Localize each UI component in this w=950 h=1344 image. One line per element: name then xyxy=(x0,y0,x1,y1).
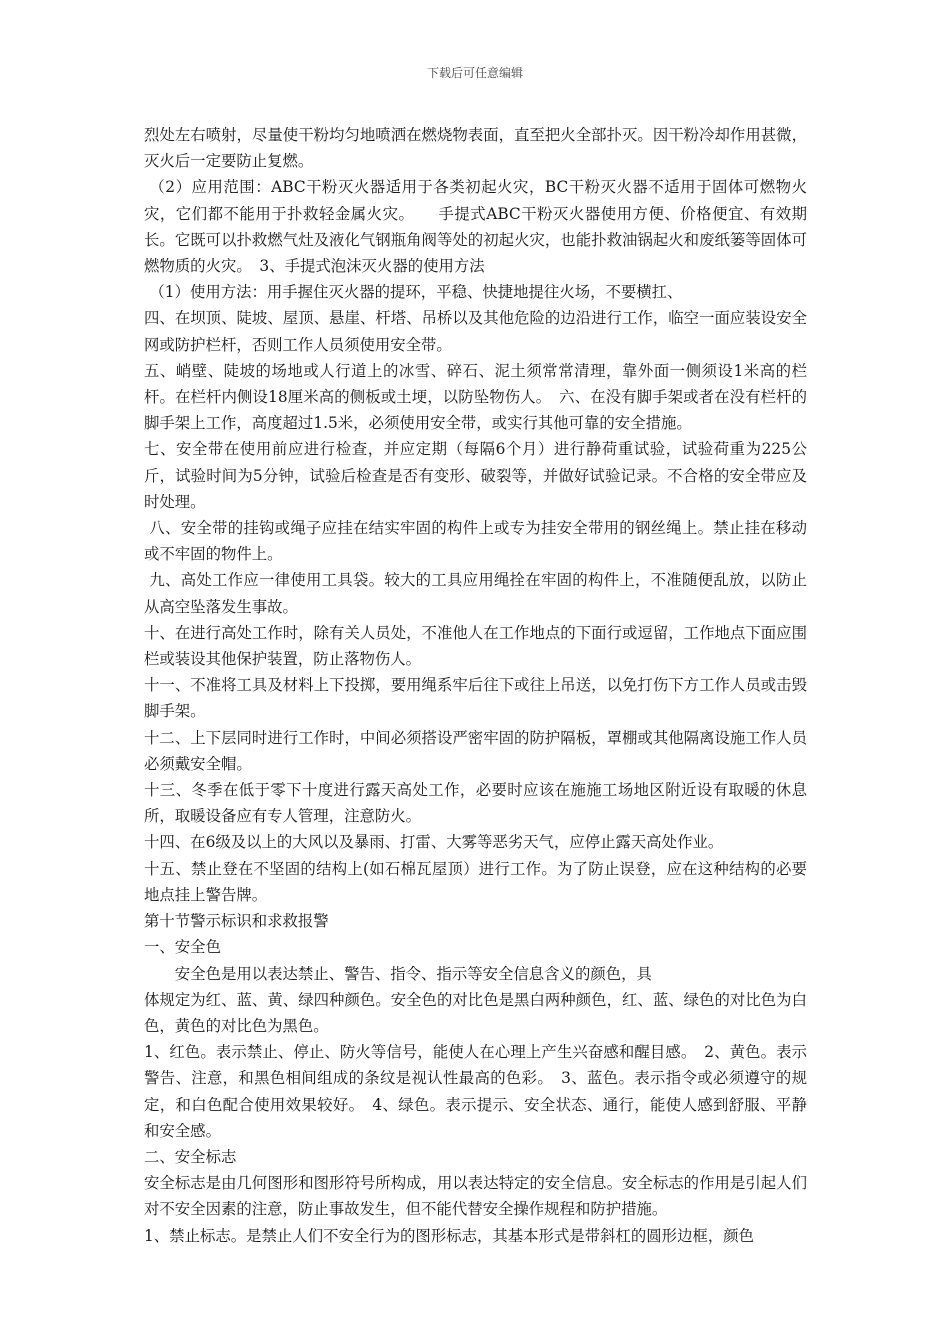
paragraph-prohibition-sign: 1、禁止标志。是禁止人们不安全行为的图形标志，其基本形式是带斜杠的圆形边框，颜色 xyxy=(144,1226,755,1245)
document-body xyxy=(144,122,807,1249)
paragraph-extinguish-spray: 烈处左右喷射，尽量使干粉均匀地喷洒在燃烧物表面，直至把火全部扑灭。因干粉冷却作用甚微，灭火后一定要防止复燃。 xyxy=(144,126,807,171)
paragraph-application-scope: （2）应用范围：ABC干粉灭火器适用于各类初起火灾，BC干粉灭火器不适用于固体可燃物火灾，它们都不能用于扑救轻金属火灾。 手提式ABC干粉灭火器使用方便、价格便宜、有效期长。它既可以扑救燃气灶及液化气钢瓶角阀等处的初起火灾，也能扑救油锅起火和废纸篓等固体可燃物质的火灾。 3、手提式泡沫灭火器的使用方法 xyxy=(144,178,807,276)
section-heading-warning-signs: 第十节警示标识和求救报警 xyxy=(144,912,329,931)
paragraph-item-10: 十、在进行高处工作时，除有关人员处，不准他人在工作地点的下面行或逗留，工作地点下面应围栏或装设其他保护装置，防止落物伤人。 xyxy=(144,623,807,669)
paragraph-item-7: 七、安全带在使用前应进行检查，并应定期（每隔6个月）进行静荷重试验，试验荷重为225公斤，试验时间为5分钟，试验后检查是否有变形、破裂等，并做好试验记录。不合格的安全带应及时处理。 xyxy=(144,440,807,511)
paragraph-item-14: 十四、在6级及以上的大风以及暴雨、打雷、大雾等恶劣天气，应停止露天高处作业。 xyxy=(144,833,724,852)
paragraph-item-4: 四、在坝顶、陡坡、屋顶、悬崖、杆塔、吊桥以及其他危险的边沿进行工作，临空一面应装设安全网或防护栏杆，否则工作人员须使用安全带。 xyxy=(144,309,807,354)
paragraph-safety-color-intro: 安全色是用以表达禁止、警告、指令、指示等安全信息含义的颜色，具 xyxy=(174,964,652,983)
paragraph-usage-method: （1）使用方法：用手握住灭火器的提环，平稳、快捷地提往火场，不要横扛、 xyxy=(149,283,683,302)
subheading-safety-sign: 二、安全标志 xyxy=(144,1147,237,1166)
paragraph-item-15: 十五、禁止登在不坚固的结构上(如石棉瓦屋顶）进行工作。为了防止误登，应在这种结构的必要地点挂上警告牌。 xyxy=(144,859,807,904)
paragraph-item-12: 十二、上下层同时进行工作时，中间必须搭设严密牢固的防护隔板，罩棚或其他隔离设施工作人员必须戴安全帽。 xyxy=(144,728,807,773)
page-header: 下载后可任意编辑 xyxy=(426,66,523,80)
paragraph-item-8: 八、安全带的挂钩或绳子应挂在结实牢固的构件上或专为挂安全带用的钢丝绳上。禁止挂在移动或不牢固的物件上。 xyxy=(144,519,807,564)
paragraph-item-11: 十一、不准将工具及材料上下投掷，要用绳系牢后往下或往上吊送，以免打伤下方工作人员或击毁脚手架。 xyxy=(144,676,807,721)
paragraph-item-9: 九、高处工作应一律使用工具袋。较大的工具应用绳拴在牢固的构件上，不准随便乱放，以防止从高空坠落发生事故。 xyxy=(144,571,807,616)
paragraph-safety-sign-intro: 安全标志是由几何图形和图形符号所构成，用以表达特定的安全信息。安全标志的作用是引起人们对不安全因素的注意，防止事故发生，但不能代替安全操作规程和防护措施。 xyxy=(144,1174,807,1219)
paragraph-item-13: 十三、冬季在低于零下十度进行露天高处工作，必要时应该在施施工场地区附近设有取暖的休息所，取暖设备应有专人管理，注意防火。 xyxy=(144,781,807,826)
subheading-safety-color: 一、安全色 xyxy=(144,938,221,957)
paragraph-color-meanings: 1、红色。表示禁止、停止、防火等信号，能使人在心理上产生兴奋感和醒目感。 2、黄色。表示警告、注意，和黑色相间组成的条纹是视认性最高的色彩。 3、蓝色。表示指令或必须遵守的规定，和白色配合使用效果较好。 4、绿色。表示提示、安全状态、通行，能使人感到舒服、平静和安全感。 xyxy=(144,1043,807,1140)
paragraph-safety-color-detail: 体规定为红、蓝、黄、绿四种颜色。安全色的对比色是黑白两种颜色，红、蓝、绿色的对比色为白色，黄色的对比色为黑色。 xyxy=(144,990,807,1035)
paragraph-item-5-6: 五、峭壁、陡坡的场地或人行道上的冰雪、碎石、泥土须常常清理，靠外面一侧须设1米高的栏杆。在栏杆内侧设18厘米高的侧板或土埂，以防坠物伤人。 六、在没有脚手架或者在没有栏杆的脚手架上工作，高度超过1.5米，必须使用安全带，或实行其他可靠的安全措施。 xyxy=(144,361,807,433)
